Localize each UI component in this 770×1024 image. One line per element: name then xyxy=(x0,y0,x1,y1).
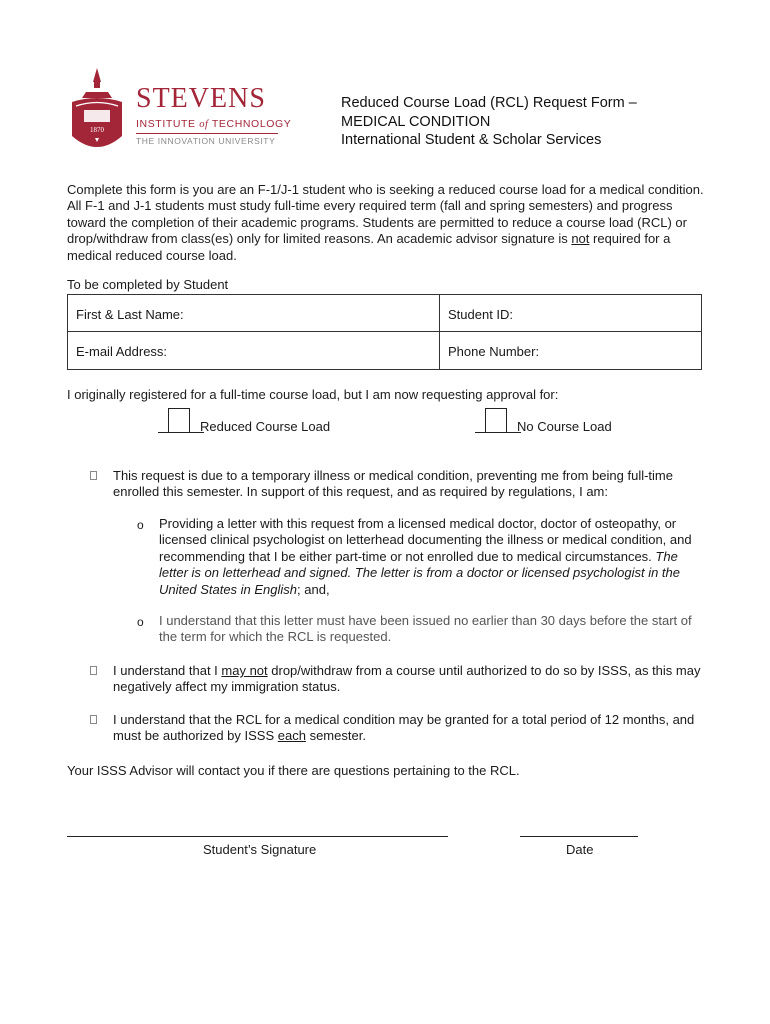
bullet-1-checkbox-icon[interactable] xyxy=(90,471,97,480)
option-underline xyxy=(158,432,204,433)
sub-bullet-1-marker: o xyxy=(137,518,144,532)
bullet-2-text: I understand that I may not drop/withdraw from a course until authorized to do so by ISSS, as this may negatively affect my immigration status. xyxy=(113,663,701,695)
title-line-2: MEDICAL CONDITION xyxy=(341,113,491,130)
bullet-1-text: This request is due to a temporary illness or medical condition, preventing me from being full-time enrolled this semester. In support of this request, and as required by regulations, I am: xyxy=(113,468,673,500)
title-line-1: Reduced Course Load (RCL) Request Form – xyxy=(341,95,637,111)
date-line[interactable] xyxy=(520,836,638,837)
intro-paragraph: Complete this form is you are an F-1/J-1 student who is seeking a reduced course load for a medical condition. All F-1 and J-1 students must study full-time every required term (fall and spring semesters) and progress toward the completion of their academic programs. Students are permitted to reduce a course load (RCL) or drop/withdraw from class(es) only for limited reasons. An academic advisor signature is not required for a medical reduced course load. xyxy=(67,182,704,263)
logo-tagline: THE INNOVATION UNIVERSITY xyxy=(136,136,276,146)
signature-line[interactable] xyxy=(67,836,448,837)
date-label: Date xyxy=(566,842,594,857)
title-line-3: International Student & Scholar Services xyxy=(341,132,602,148)
stevens-logo xyxy=(66,66,296,162)
no-course-load-label: No Course Load xyxy=(517,419,612,434)
option-underline xyxy=(475,432,521,433)
request-statement: I originally registered for a full-time course load, but I am now requesting approval for: xyxy=(67,387,559,402)
student-info-table xyxy=(67,294,702,370)
sub-bullet-2-text: I understand that this letter must have been issued no earlier than 30 days before the start of the term for which the RCL is requested. xyxy=(159,613,692,645)
reduced-course-load-label: Reduced Course Load xyxy=(200,419,331,434)
seal-year: 1870 xyxy=(90,126,104,134)
reduced-course-load-checkbox[interactable] xyxy=(168,408,190,432)
closing-note: Your ISSS Advisor will contact you if there are questions pertaining to the RCL. xyxy=(67,763,520,778)
sub-bullet-2-marker: o xyxy=(137,615,144,629)
intro-underlined-word: not xyxy=(571,231,590,247)
form-title xyxy=(341,94,637,150)
logo-institute: INSTITUTE of TECHNOLOGY xyxy=(136,118,292,130)
bullet-3-checkbox-icon[interactable] xyxy=(90,715,97,724)
name-field[interactable]: First & Last Name: xyxy=(68,295,440,332)
no-course-load-checkbox[interactable] xyxy=(485,408,507,432)
bullet-2-checkbox-icon[interactable] xyxy=(90,666,97,675)
stevens-seal-icon xyxy=(66,66,128,162)
bullet-3-text: I understand that the RCL for a medical condition may be granted for a total period of 12 months, and must be authorized by ISSS each semester. xyxy=(113,712,695,744)
logo-divider xyxy=(136,133,278,134)
signature-label: Student’s Signature xyxy=(203,842,317,857)
phone-field[interactable]: Phone Number: xyxy=(448,344,540,359)
sub-bullet-1-text: Providing a letter with this request from a licensed medical doctor, doctor of osteopathy, or licensed clinical psychologist on letterhead documenting the illness or medical condition, and recommending that I be either part-time or not enrolled due to medical circumstances. The letter is on letterhead and signed. The letter is from a doctor or licensed psychologist in the United States in English; and, xyxy=(159,516,692,597)
student-id-field[interactable]: Student ID: xyxy=(440,295,701,332)
logo-wordmark: STEVENS xyxy=(136,83,266,114)
email-field[interactable]: E-mail Address: xyxy=(68,332,440,369)
section-heading: To be completed by Student xyxy=(67,277,229,292)
